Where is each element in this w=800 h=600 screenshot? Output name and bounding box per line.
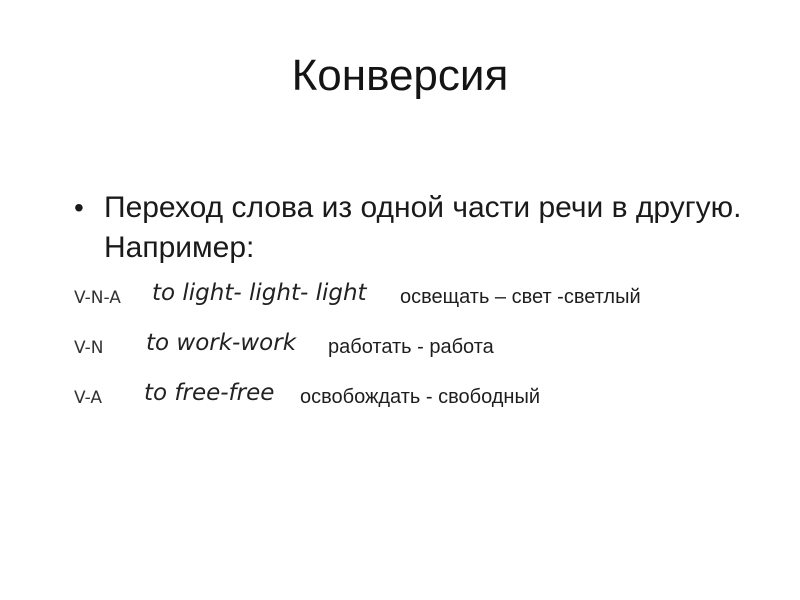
slide-title: Конверсия xyxy=(291,51,509,100)
example-label: V-A xyxy=(74,388,103,408)
example-english: to free-free xyxy=(144,380,275,406)
example-row xyxy=(74,330,774,366)
example-russian: работать - работа xyxy=(328,336,494,358)
bullet-text: Переход слова из одной части речи в другую. Например: xyxy=(104,191,742,264)
example-row xyxy=(74,280,774,316)
bullet-dot-icon: • xyxy=(74,192,84,223)
example-english: to light- light- light xyxy=(152,280,367,306)
example-english: to work-work xyxy=(146,330,297,356)
examples-list xyxy=(74,280,774,430)
example-label: V-N xyxy=(74,338,104,358)
example-row xyxy=(74,380,774,416)
example-label: V-N-A xyxy=(74,288,121,308)
example-russian: освещать – свет -светлый xyxy=(400,286,641,308)
example-russian: освобождать - свободный xyxy=(300,386,541,408)
bullet-item xyxy=(74,188,754,268)
